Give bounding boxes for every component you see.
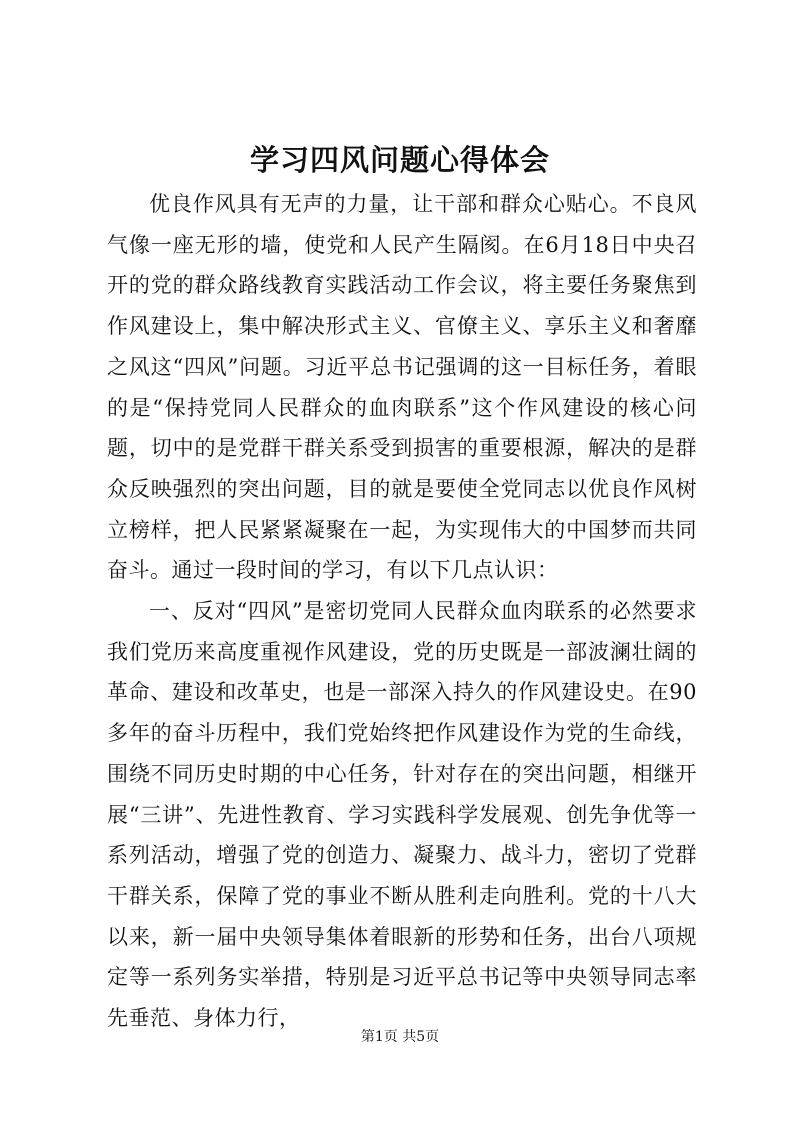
page-footer bbox=[0, 1027, 800, 1047]
page-title: 学习四风问题心得体会 bbox=[249, 143, 550, 177]
paragraph-intro: 优良作风具有无声的力量，让干部和群众心贴心。不良风气像一座无形的墙，使党和人民产生隔阂。在6月18日中央召开的党的群众路线教育实践活动工作会议，将主要任务聚焦到作风建设上，集中解决形式主义、官僚主义、享乐主义和奢靡之风这“四风”问题。习近平总书记强调的这一目标任务，着眼的是“保持党同人民群众的血肉联系”这个作风建设的核心问题，切中的是党群干群关系受到损害的重要根源，解决的是群众反映强烈的突出问题，目的就是要使全党同志以优良作风树立榜样，把人民紧紧凝聚在一起，为实现伟大的中国梦而共同奋斗。通过一段时间的学习，有以下几点认识： bbox=[107, 192, 697, 583]
document-body bbox=[107, 184, 697, 1039]
page-number: 第1页 共5页 bbox=[360, 1029, 440, 1045]
paragraph-section-one: 一、反对“四风”是密切党同人民群众血肉联系的必然要求我们党历来高度重视作风建设，党的历史既是一部波澜壮阔的革命、建设和改革史，也是一部深入持久的作风建设史。在90多年的奋斗历程中，我们党始终把作风建设作为党的生命线，围绕不同历史时期的中心任务，针对存在的突出问题，相继开展“三讲”、先进性教育、学习实践科学发展观、创先争优等一系列活动，增强了党的创造力、凝聚力、战斗力，密切了党群干群关系，保障了党的事业不断从胜利走向胜利。党的十八大以来，新一届中央领导集体着眼新的形势和任务，出台八项规定等一系列务实举措，特别是习近平总书记等中央领导同志率先垂范、身体力行， bbox=[107, 599, 697, 1031]
